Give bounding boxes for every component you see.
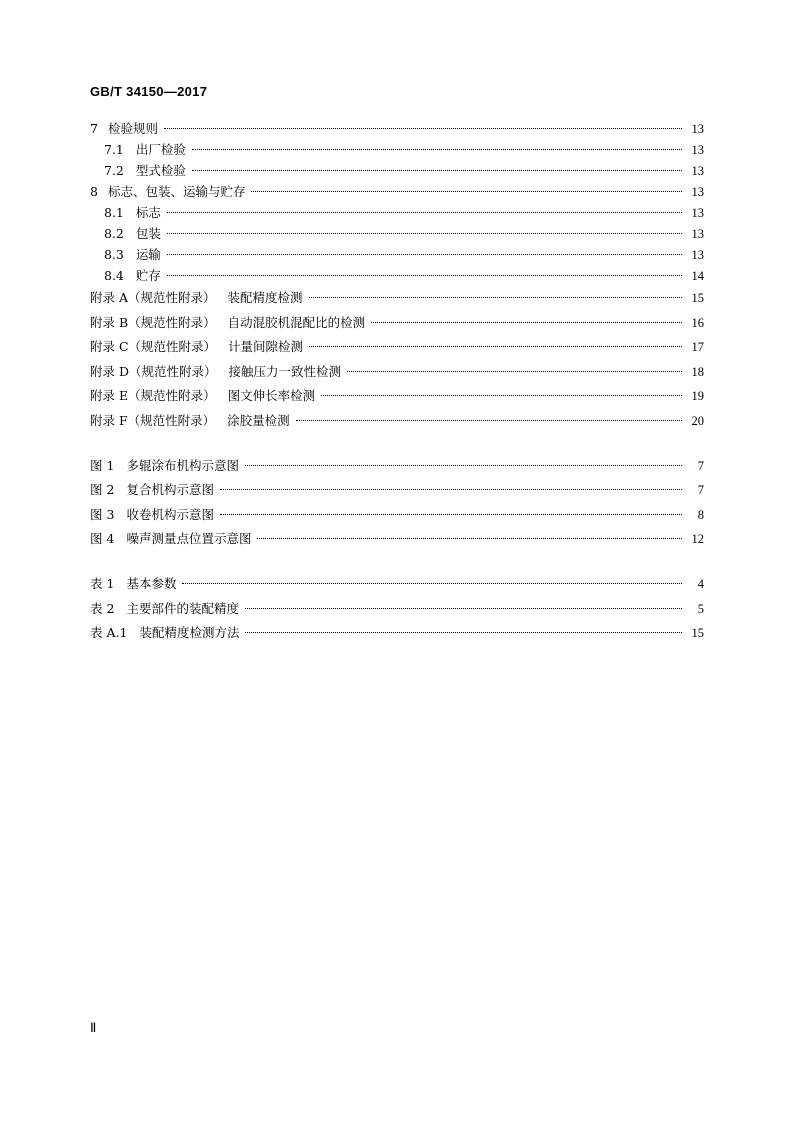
toc-entry-page: 13 <box>691 206 704 220</box>
dot-leader <box>347 371 682 372</box>
toc-entry-number: 图 1 <box>90 457 115 473</box>
toc-entry-table-2[interactable] <box>90 597 704 622</box>
page-number: Ⅱ <box>90 1020 97 1035</box>
toc-entry-title: 收卷机构示意图 <box>126 506 214 522</box>
toc-entry-title: 标志 <box>135 205 161 220</box>
dot-leader <box>192 170 682 171</box>
toc-entry-number: 附录 F（规范性附录） <box>90 412 216 428</box>
toc-entry-title: 包装 <box>135 226 161 241</box>
toc-entry-number: 8.1 <box>104 205 124 220</box>
dot-leader <box>167 275 682 276</box>
toc-entry-annex-c[interactable] <box>90 335 704 360</box>
toc-entry-section-8-4[interactable] <box>90 265 704 286</box>
toc-entry-figure-2[interactable] <box>90 478 704 503</box>
toc-entry-number: 8.4 <box>104 268 124 283</box>
toc-entry-section-8-1[interactable] <box>90 202 704 223</box>
toc-entry-number: 表 1 <box>90 575 115 591</box>
toc-entry-title: 自动混胶机混配比的检测 <box>227 314 366 330</box>
toc-entry-title: 出厂检验 <box>135 142 186 157</box>
toc-entry-page: 12 <box>691 532 704 547</box>
dot-leader <box>167 233 682 234</box>
toc-entry-page: 14 <box>691 269 704 283</box>
dot-leader <box>182 583 682 584</box>
toc-entry-section-7-1[interactable] <box>90 139 704 160</box>
toc-entry-page: 13 <box>691 164 704 178</box>
dot-leader <box>220 514 682 515</box>
toc-entry-title: 装配精度检测 <box>227 290 303 305</box>
toc-entry-number: 附录 C（规范性附录） <box>90 339 217 355</box>
toc-entry-number: 附录 A（规范性附录） <box>90 290 216 305</box>
toc-entry-page: 19 <box>691 389 704 404</box>
toc-entry-title: 计量间隙检测 <box>228 339 304 355</box>
toc-entry-title: 噪声测量点位置示意图 <box>126 531 252 547</box>
toc-entry-section-8-3[interactable] <box>90 244 704 265</box>
toc-entry-title: 图文伸长率检测 <box>227 388 316 404</box>
toc-entry-page: 16 <box>691 315 704 330</box>
toc-entry-page: 15 <box>691 291 704 305</box>
dot-leader <box>371 322 682 323</box>
dot-leader <box>309 297 682 298</box>
toc-entry-number: 7 <box>90 121 98 136</box>
toc-entry-number: 7.1 <box>104 142 124 157</box>
toc-entry-number: 8.3 <box>104 247 124 262</box>
dot-leader <box>167 254 682 255</box>
toc-entry-annex-f[interactable] <box>90 409 704 434</box>
toc-entry-annex-b[interactable] <box>90 311 704 336</box>
toc-entry-section-7-2[interactable] <box>90 160 704 181</box>
toc-entry-number: 附录 E（规范性附录） <box>90 388 216 404</box>
dot-leader <box>192 149 682 150</box>
toc-entry-table-a1[interactable] <box>90 621 704 646</box>
toc-entry-title: 装配精度检测方法 <box>139 625 240 641</box>
dot-leader <box>296 420 682 421</box>
toc-entry-number: 8 <box>90 184 98 199</box>
toc-entry-title: 主要部件的装配精度 <box>126 600 239 616</box>
dot-leader <box>257 538 682 539</box>
dot-leader <box>309 346 682 347</box>
toc-entry-annex-e[interactable] <box>90 384 704 409</box>
dot-leader <box>167 212 682 213</box>
dot-leader <box>245 465 682 466</box>
toc-entry-page: 20 <box>691 413 704 428</box>
document-code: GB/T 34150—2017 <box>90 84 208 99</box>
toc-entry-page: 7 <box>697 483 704 498</box>
toc-entry-page: 15 <box>691 626 704 641</box>
toc-entry-title: 涂胶量检测 <box>227 412 290 428</box>
toc-entry-page: 18 <box>691 364 704 379</box>
toc-entry-page: 5 <box>697 601 704 616</box>
toc-entry-annex-a[interactable] <box>90 286 704 311</box>
toc-entry-page: 4 <box>697 576 704 591</box>
section-spacer <box>90 434 704 454</box>
toc-entry-page: 8 <box>697 507 704 522</box>
dot-leader <box>220 489 682 490</box>
toc-entry-title: 检验规则 <box>107 121 158 136</box>
toc-entry-page: 13 <box>691 248 704 262</box>
toc-entry-figure-3[interactable] <box>90 503 704 528</box>
dot-leader <box>251 191 682 192</box>
toc-entry-figure-1[interactable] <box>90 454 704 479</box>
toc-entry-figure-4[interactable] <box>90 527 704 552</box>
toc-entry-page: 13 <box>691 227 704 241</box>
toc-entry-number: 表 2 <box>90 600 115 616</box>
toc-entry-number: 图 2 <box>90 482 115 498</box>
toc-entry-title: 多辊涂布机构示意图 <box>126 457 239 473</box>
toc-entry-number: 表 A.1 <box>90 625 128 641</box>
toc-entry-title: 复合机构示意图 <box>126 482 214 498</box>
toc-entry-page: 13 <box>691 143 704 157</box>
toc-entry-number: 7.2 <box>104 163 124 178</box>
toc-entry-title: 型式检验 <box>135 163 186 178</box>
dot-leader <box>321 395 682 396</box>
toc-entry-chapter-8[interactable] <box>90 181 704 202</box>
toc-entry-title: 贮存 <box>135 268 161 283</box>
toc-entry-annex-d[interactable] <box>90 360 704 385</box>
toc-entry-chapter-7[interactable] <box>90 118 704 139</box>
toc-entry-section-8-2[interactable] <box>90 223 704 244</box>
dot-leader <box>164 128 682 129</box>
dot-leader <box>245 632 682 633</box>
toc-entry-page: 17 <box>691 340 704 355</box>
toc-entry-number: 附录 D（规范性附录） <box>90 363 217 379</box>
toc-entry-table-1[interactable] <box>90 572 704 597</box>
toc-entry-number: 8.2 <box>104 226 124 241</box>
toc-entry-page: 7 <box>697 458 704 473</box>
toc-entry-title: 标志、包装、运输与贮存 <box>107 184 246 199</box>
toc-entry-title: 接触压力一致性检测 <box>228 363 342 379</box>
toc-entry-page: 13 <box>691 122 704 136</box>
dot-leader <box>245 608 682 609</box>
toc-entry-number: 图 3 <box>90 506 115 522</box>
toc-entry-title: 运输 <box>135 247 161 262</box>
toc-entry-page: 13 <box>691 185 704 199</box>
section-spacer <box>90 552 704 572</box>
table-of-contents <box>90 118 704 646</box>
toc-entry-title: 基本参数 <box>126 575 177 591</box>
toc-entry-number: 图 4 <box>90 531 115 547</box>
toc-entry-number: 附录 B（规范性附录） <box>90 314 216 330</box>
